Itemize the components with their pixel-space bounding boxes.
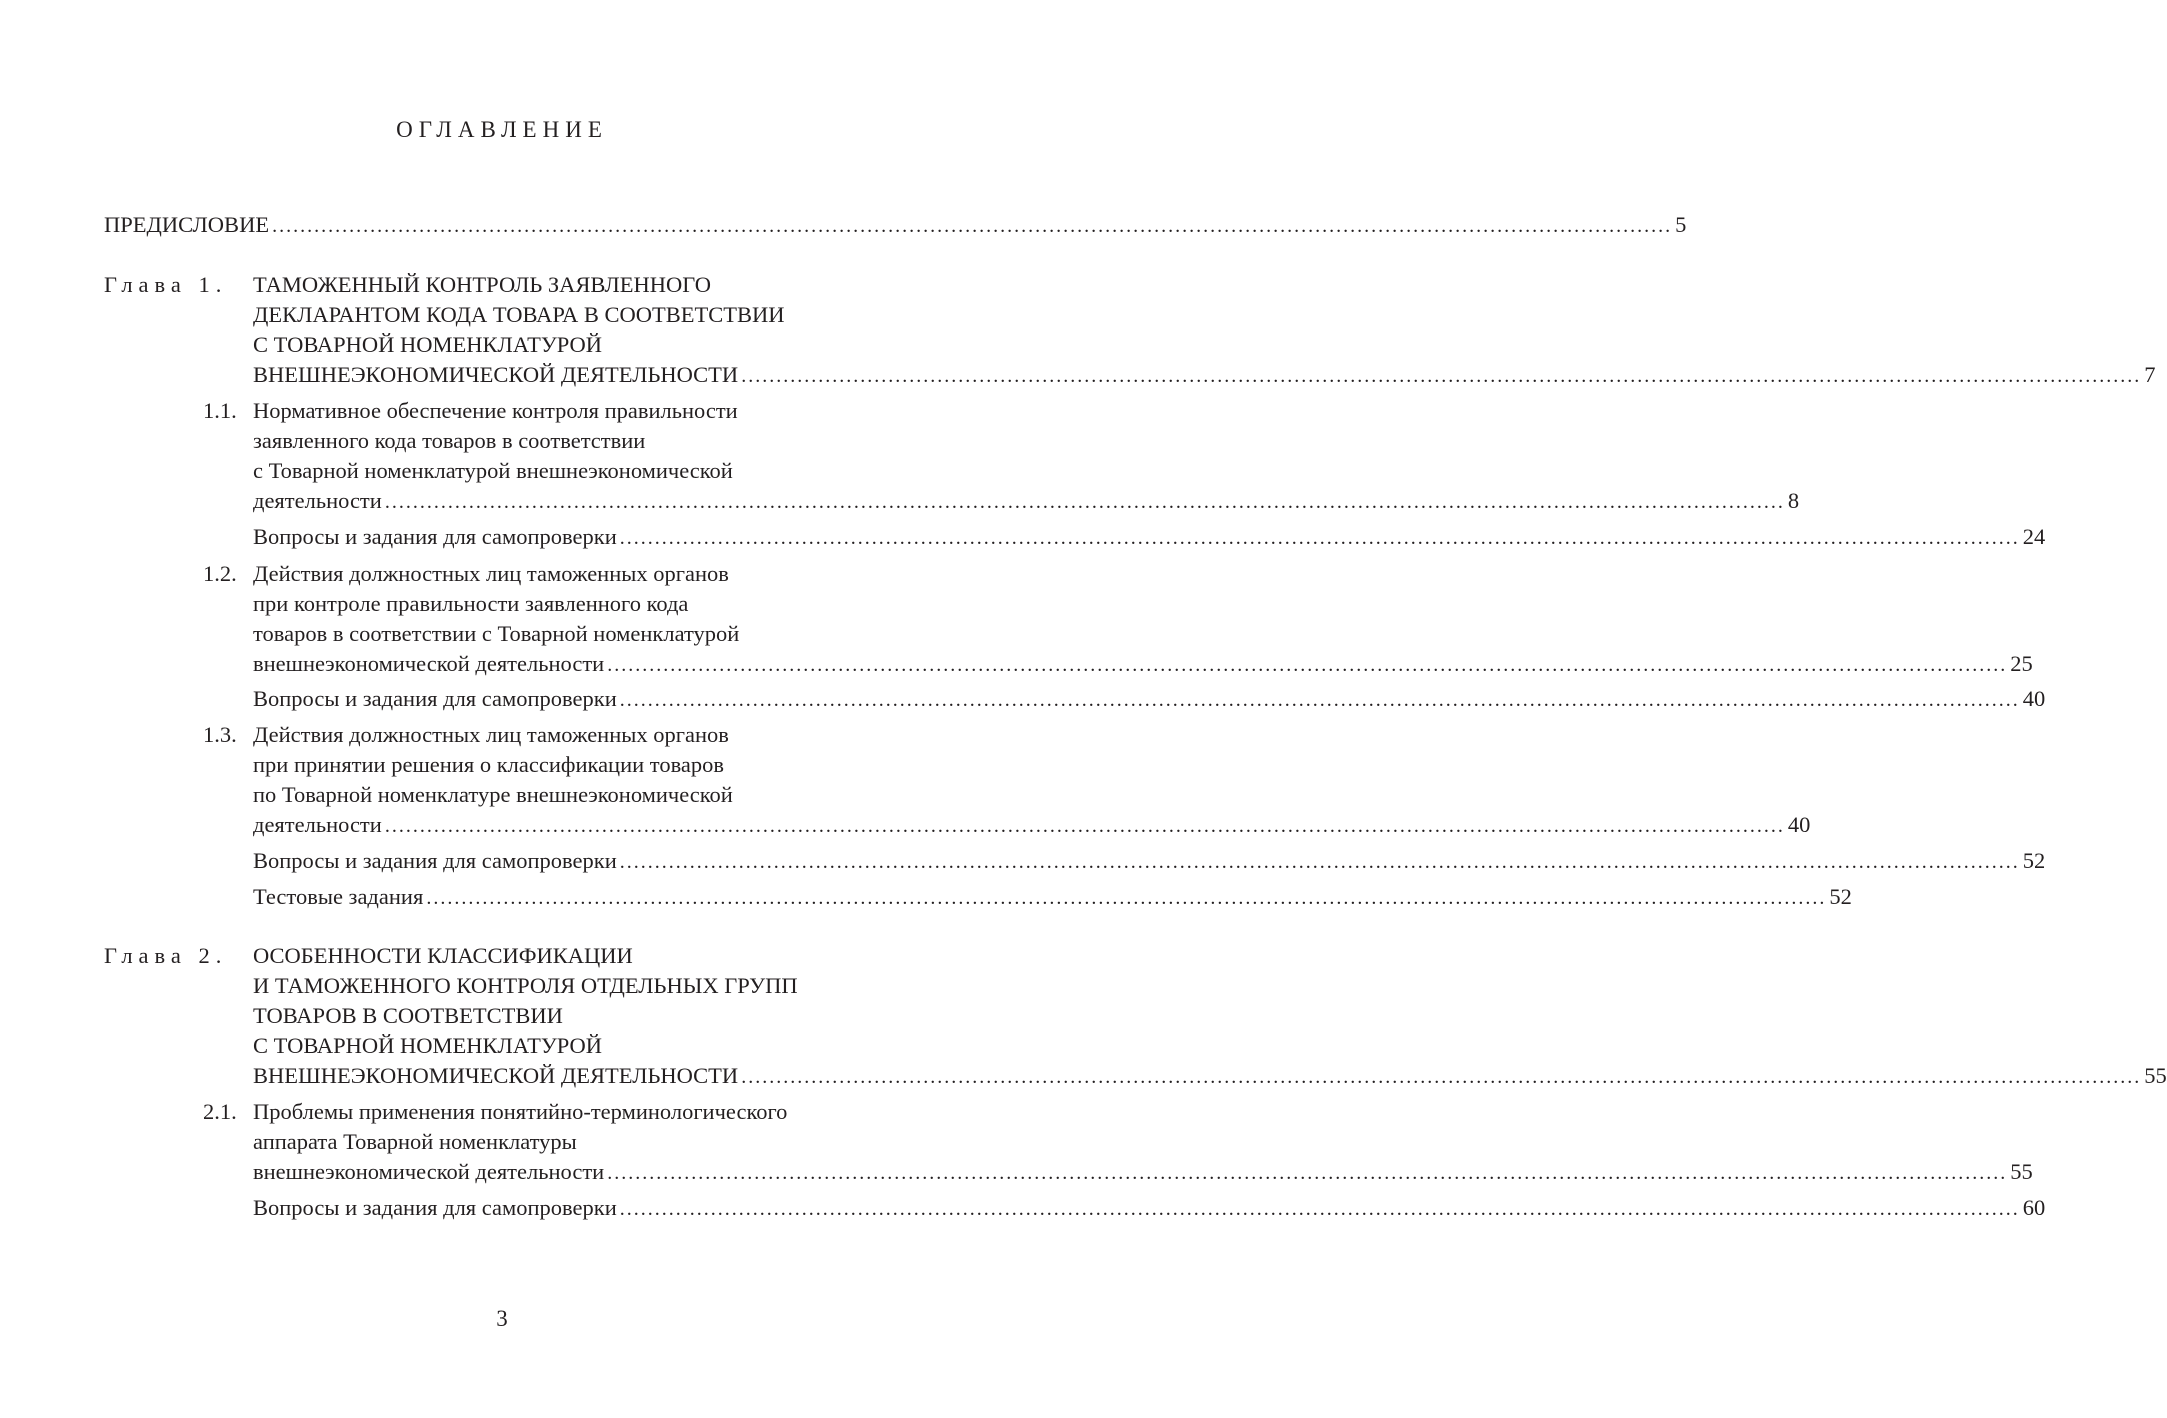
- dot-leader: ........................................................................................................................................................................................................: [384, 815, 1785, 837]
- toc-entry-section-1-3[interactable]: [253, 810, 1811, 840]
- page-number: 3: [496, 1306, 508, 1331]
- section-number: 1.2.: [203, 561, 237, 586]
- toc-line: ДЕКЛАРАНТОМ КОДА ТОВАРА В СООТВЕТСТВИИ: [253, 302, 785, 327]
- toc-line: С ТОВАРНОЙ НОМЕНКЛАТУРОЙ: [253, 332, 603, 357]
- dot-leader: ........................................................................................................................................................................................................: [741, 1066, 2142, 1088]
- dot-leader: ........................................................................................................................................................................................................: [619, 851, 2020, 873]
- toc-entry-questions[interactable]: [253, 1193, 2046, 1223]
- toc-entry-text: Вопросы и задания для самопроверки: [253, 686, 617, 711]
- toc-entry-text: Вопросы и задания для самопроверки: [253, 848, 617, 873]
- toc-line: по Товарной номенклатуре внешнеэкономической: [253, 782, 733, 807]
- toc-entry-tests[interactable]: [253, 882, 1852, 912]
- toc-entry-text: деятельности: [253, 488, 382, 513]
- toc-page-number: 8: [1787, 488, 1800, 513]
- dot-leader: ........................................................................................................................................................................................................: [619, 689, 2020, 711]
- toc-entry-text: внешнеэкономической деятельности: [253, 651, 605, 676]
- toc-page-number: 55: [2010, 1159, 2033, 1184]
- toc-entry-text: ПРЕДИСЛОВИЕ: [104, 212, 270, 237]
- toc-entry-text: Вопросы и задания для самопроверки: [253, 524, 617, 549]
- toc-entry-section-1-1[interactable]: [253, 486, 1800, 516]
- toc-line: аппарата Товарной номенклатуры: [253, 1129, 577, 1154]
- toc-line: Нормативное обеспечение контроля правильности: [253, 398, 738, 423]
- dot-leader: ........................................................................................................................................................................................................: [619, 1198, 2020, 1220]
- toc-entry-text: ВНЕШНЕЭКОНОМИЧЕСКОЙ ДЕЯТЕЛЬНОСТИ: [253, 1063, 739, 1088]
- toc-entry-preface[interactable]: [104, 210, 1687, 240]
- chapter-label: Глава 2.: [104, 943, 228, 968]
- toc-line: И ТАМОЖЕННОГО КОНТРОЛЯ ОТДЕЛЬНЫХ ГРУПП: [253, 973, 798, 998]
- dot-leader: ........................................................................................................................................................................................................: [384, 491, 1785, 513]
- toc-line: ТОВАРОВ В СООТВЕТСТВИИ: [253, 1003, 563, 1028]
- toc-line: Действия должностных лиц таможенных органов: [253, 561, 729, 586]
- toc-line: ТАМОЖЕННЫЙ КОНТРОЛЬ ЗАЯВЛЕННОГО: [253, 272, 711, 297]
- section-number: 2.1.: [203, 1099, 237, 1124]
- toc-line: заявленного кода товаров в соответствии: [253, 428, 646, 453]
- toc-entry-questions[interactable]: [253, 846, 2046, 876]
- toc-entry-questions[interactable]: [253, 684, 2046, 714]
- section-number: 1.3.: [203, 722, 237, 747]
- toc-page-number: 40: [1787, 812, 1811, 837]
- section-number: 1.1.: [203, 398, 237, 423]
- dot-leader: ........................................................................................................................................................................................................: [607, 1162, 2008, 1184]
- toc-page-number: 55: [2144, 1063, 2167, 1088]
- dot-leader: ........................................................................................................................................................................................................: [426, 887, 1827, 909]
- toc-page-number: 52: [2022, 848, 2046, 873]
- toc-page-number: 25: [2010, 651, 2033, 676]
- toc-entry-section-1-2[interactable]: [253, 649, 2033, 679]
- toc-entry-chapter-1[interactable]: [253, 360, 2156, 390]
- page-title: ОГЛАВЛЕНИЕ: [396, 117, 608, 142]
- toc-entry-text: Вопросы и задания для самопроверки: [253, 1195, 617, 1220]
- toc-line: с Товарной номенклатурой внешнеэкономической: [253, 458, 733, 483]
- toc-line: при контроле правильности заявленного кода: [253, 591, 689, 616]
- toc-line: ОСОБЕННОСТИ КЛАССИФИКАЦИИ: [253, 943, 633, 968]
- toc-page-number: 40: [2022, 686, 2046, 711]
- toc-line: при принятии решения о классификации товаров: [253, 752, 725, 777]
- toc-entry-questions[interactable]: [253, 522, 2046, 552]
- toc-line: С ТОВАРНОЙ НОМЕНКЛАТУРОЙ: [253, 1033, 603, 1058]
- dot-leader: ........................................................................................................................................................................................................: [741, 365, 2142, 387]
- toc-entry-text: деятельности: [253, 812, 382, 837]
- dot-leader: ........................................................................................................................................................................................................: [619, 527, 2020, 549]
- dot-leader: ........................................................................................................................................................................................................: [607, 654, 2008, 676]
- toc-page-number: 24: [2022, 524, 2046, 549]
- toc-entry-text: внешнеэкономической деятельности: [253, 1159, 605, 1184]
- toc-line: товаров в соответствии с Товарной номенклатурой: [253, 621, 740, 646]
- toc-page-number: 7: [2144, 362, 2156, 387]
- toc-line: Проблемы применения понятийно-терминологического: [253, 1099, 788, 1124]
- toc-page-number: 52: [1829, 884, 1852, 909]
- chapter-label: Глава 1.: [104, 272, 228, 297]
- toc-line: Действия должностных лиц таможенных органов: [253, 722, 729, 747]
- toc-entry-section-2-1[interactable]: [253, 1157, 2033, 1187]
- toc-page-number: 5: [1675, 212, 1687, 237]
- toc-page-number: 60: [2022, 1195, 2046, 1220]
- toc-entry-chapter-2[interactable]: [253, 1061, 2167, 1091]
- toc-entry-text: ВНЕШНЕЭКОНОМИЧЕСКОЙ ДЕЯТЕЛЬНОСТИ: [253, 362, 739, 387]
- toc-entry-text: Тестовые задания: [253, 884, 424, 909]
- dot-leader: ........................................................................................................................................................................................................: [272, 215, 1673, 237]
